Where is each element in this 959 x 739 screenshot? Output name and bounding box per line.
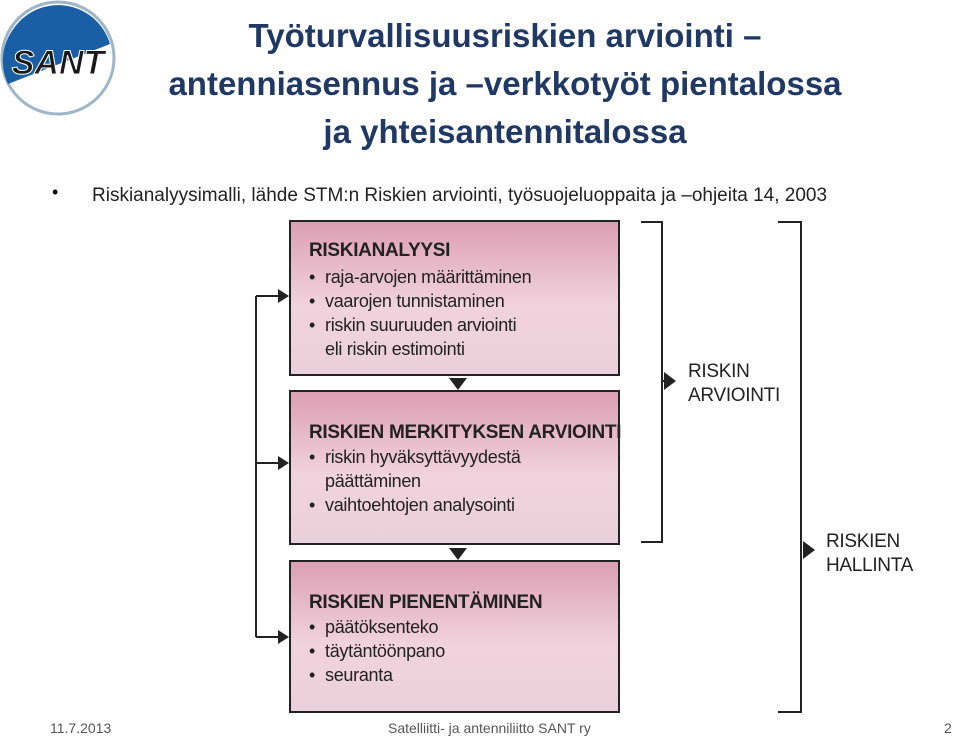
title-line-1: Työturvallisuusriskien arviointi – [248, 17, 762, 54]
list-item: • riskin hyväksyttävyydestä [309, 447, 521, 467]
svg-text:SANT: SANT [11, 44, 105, 82]
label-riskin-arviointi: RISKIN ARVIOINTI [688, 361, 780, 406]
bullet-text: Riskianalyysimalli, lähde STM:n Riskien arviointi, työsuojeluoppaita ja –ohjeita 14, 2003 [92, 185, 828, 206]
list-item: • raja-arvojen määrittäminen [309, 267, 532, 287]
list-item: • vaarojen tunnistaminen [309, 291, 505, 311]
list-item-continued: eli riskin estimointi [325, 339, 465, 359]
list-item: • riskin suuruuden arviointi [309, 315, 517, 335]
footer-date: 11.7.2013 [50, 720, 112, 736]
footer-org: Satelliitti- ja antenniliitto SANT ry [388, 720, 591, 736]
title-line-2: antenniasennus ja –verkkotyöt pientalossa [168, 65, 842, 102]
title-line-3: ja yhteisantennitalossa [323, 113, 687, 150]
list-item: • seuranta [309, 665, 393, 685]
box-title: RISKIANALYYSI [309, 240, 451, 261]
box-riskianalyysi [289, 220, 620, 376]
list-item: • päätöksenteko [309, 617, 439, 637]
bullet-icon: • [52, 182, 59, 202]
box-title: RISKIEN MERKITYKSEN ARVIOINTI [309, 422, 622, 443]
box-riskien-pienentaminen [289, 560, 620, 713]
list-item: • vaihtoehtojen analysointi [309, 495, 515, 515]
footer-page-number: 2 [944, 720, 952, 736]
list-item-continued: päättäminen [325, 471, 421, 491]
label-riskien-hallinta: RISKIEN HALLINTA [826, 531, 913, 576]
box-riskien-merkityksen-arviointi [289, 390, 620, 545]
list-item: • täytäntöönpano [309, 641, 445, 661]
box-title: RISKIEN PIENENTÄMINEN [309, 592, 543, 613]
